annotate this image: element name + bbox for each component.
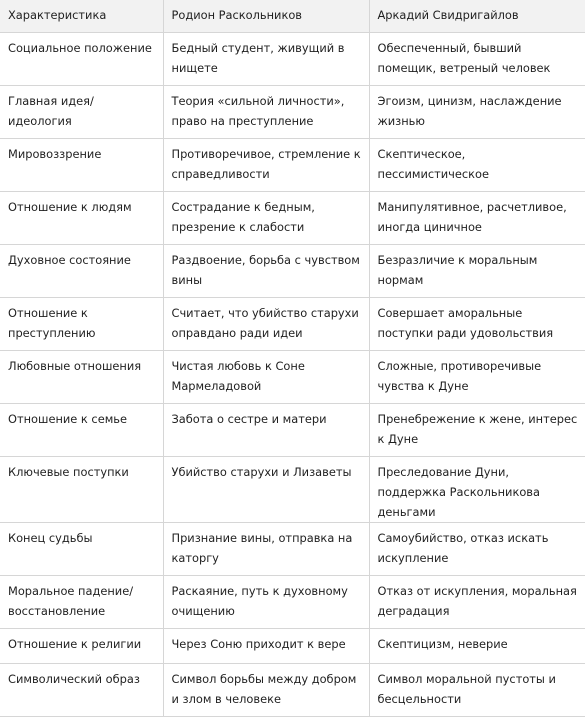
row-label: Главная идея/идеология — [0, 86, 163, 139]
table-row — [0, 576, 585, 629]
header-raskolnikov: Родион Раскольников — [163, 0, 369, 33]
row-label: Любовные отношения — [0, 351, 163, 404]
svidrigailov-cell: Совершает аморальные поступки ради удовольствия — [369, 298, 585, 351]
row-label: Отношение к религии — [0, 629, 163, 664]
raskolnikov-cell: Противоречивое, стремление к справедливости — [163, 139, 369, 192]
raskolnikov-cell: Чистая любовь к Соне Мармеладовой — [163, 351, 369, 404]
svidrigailov-cell: Манипулятивное, расчетливое, иногда циничное — [369, 192, 585, 245]
raskolnikov-cell: Сострадание к бедным, презрение к слабости — [163, 192, 369, 245]
svidrigailov-cell: Преследование Дуни, поддержка Раскольникова деньгами — [369, 457, 585, 523]
svidrigailov-cell: Пренебрежение к жене, интерес к Дуне — [369, 404, 585, 457]
header-row — [0, 0, 585, 33]
svidrigailov-cell: Скептическое, пессимистическое — [369, 139, 585, 192]
table-row — [0, 86, 585, 139]
row-label: Духовное состояние — [0, 245, 163, 298]
row-label: Отношение к семье — [0, 404, 163, 457]
table-row — [0, 523, 585, 576]
raskolnikov-cell: Символ борьбы между добром и злом в человеке — [163, 664, 369, 717]
table-row — [0, 298, 585, 351]
table-row — [0, 245, 585, 298]
row-label: Ключевые поступки — [0, 457, 163, 523]
raskolnikov-cell: Через Соню приходит к вере — [163, 629, 369, 664]
raskolnikov-cell: Считает, что убийство старухи оправдано ради идеи — [163, 298, 369, 351]
raskolnikov-cell: Забота о сестре и матери — [163, 404, 369, 457]
row-label: Социальное положение — [0, 33, 163, 86]
svidrigailov-cell: Безразличие к моральным нормам — [369, 245, 585, 298]
header-svidrigailov: Аркадий Свидригайлов — [369, 0, 585, 33]
header-characteristic: Характеристика — [0, 0, 163, 33]
table-row — [0, 629, 585, 664]
raskolnikov-cell: Раздвоение, борьба с чувством вины — [163, 245, 369, 298]
svidrigailov-cell: Отказ от искупления, моральная деградация — [369, 576, 585, 629]
row-label: Отношение к преступлению — [0, 298, 163, 351]
svidrigailov-cell: Самоубийство, отказ искать искупление — [369, 523, 585, 576]
table-row — [0, 33, 585, 86]
table-row — [0, 139, 585, 192]
row-label: Мировоззрение — [0, 139, 163, 192]
row-label: Символический образ — [0, 664, 163, 717]
raskolnikov-cell: Признание вины, отправка на каторгу — [163, 523, 369, 576]
table-row — [0, 404, 585, 457]
svidrigailov-cell: Обеспеченный, бывший помещик, ветреный человек — [369, 33, 585, 86]
svidrigailov-cell: Скептицизм, неверие — [369, 629, 585, 664]
raskolnikov-cell: Теория «сильной личности», право на преступление — [163, 86, 369, 139]
raskolnikov-cell: Убийство старухи и Лизаветы — [163, 457, 369, 523]
row-label: Отношение к людям — [0, 192, 163, 245]
svidrigailov-cell: Эгоизм, цинизм, наслаждение жизнью — [369, 86, 585, 139]
svidrigailov-cell: Сложные, противоречивые чувства к Дуне — [369, 351, 585, 404]
table-row — [0, 192, 585, 245]
table-row — [0, 351, 585, 404]
table-row — [0, 664, 585, 717]
svidrigailov-cell: Символ моральной пустоты и бесцельности — [369, 664, 585, 717]
row-label: Конец судьбы — [0, 523, 163, 576]
raskolnikov-cell: Бедный студент, живущий в нищете — [163, 33, 369, 86]
table-row — [0, 457, 585, 523]
row-label: Моральное падение/ восстановление — [0, 576, 163, 629]
raskolnikov-cell: Раскаяние, путь к духовному очищению — [163, 576, 369, 629]
